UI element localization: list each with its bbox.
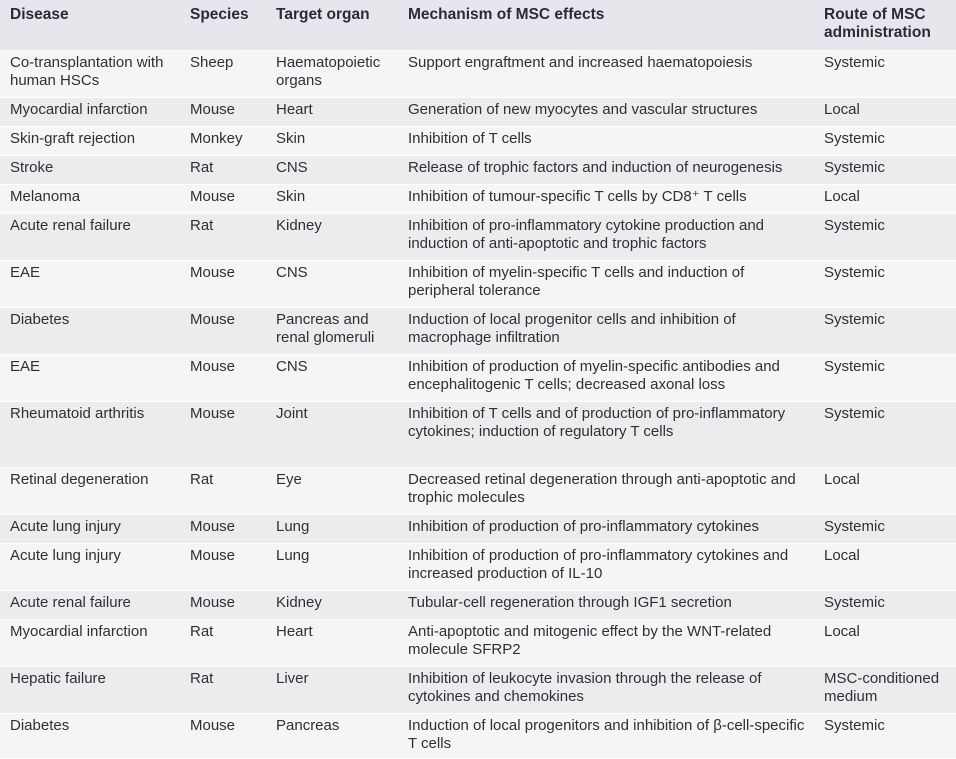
header-mechanism: Mechanism of MSC effects: [408, 6, 605, 23]
table-row: [0, 184, 956, 213]
cell-organ: CNS: [266, 354, 398, 401]
cell-disease: Acute lung injury: [0, 543, 180, 590]
table-row: [0, 155, 956, 184]
table-row: [0, 713, 956, 758]
cell-species: Sheep: [180, 50, 266, 97]
cell-mechanism: Anti-apoptotic and mitogenic effect by the WNT-related molecule SFRP2: [398, 619, 816, 666]
table-row: [0, 467, 956, 514]
cell-disease: Acute renal failure: [0, 590, 180, 619]
table-row: [0, 50, 956, 97]
header-disease: Disease: [10, 6, 69, 23]
cell-organ: Pancreas: [266, 713, 398, 758]
cell-disease: Myocardial infarction: [0, 97, 180, 126]
cell-species: Mouse: [180, 713, 266, 758]
cell-disease: Acute renal failure: [0, 213, 180, 260]
cell-species: Rat: [180, 467, 266, 514]
cell-route: Local: [816, 467, 956, 514]
table-header: [0, 0, 956, 50]
table-row: [0, 514, 956, 543]
cell-organ: Haematopoietic organs: [266, 50, 398, 97]
table-row: [0, 619, 956, 666]
cell-organ: Kidney: [266, 590, 398, 619]
table-row: [0, 260, 956, 307]
cell-disease: Skin-graft rejection: [0, 126, 180, 155]
cell-species: Mouse: [180, 354, 266, 401]
cell-mechanism: Inhibition of production of pro-inflammatory cytokines: [398, 514, 816, 543]
cell-mechanism: Tubular-cell regeneration through IGF1 secretion: [398, 590, 816, 619]
cell-organ: Heart: [266, 619, 398, 666]
cell-mechanism: Induction of local progenitors and inhibition of β-cell-specific T cells: [398, 713, 816, 758]
cell-mechanism: Inhibition of production of myelin-specific antibodies and encephalitogenic T cells; decreased axonal loss: [398, 354, 816, 401]
header-species: Species: [190, 6, 249, 23]
cell-species: Rat: [180, 619, 266, 666]
cell-route: Systemic: [816, 126, 956, 155]
cell-route: MSC-conditioned medium: [816, 666, 956, 713]
header-route: Route of MSC administration: [824, 6, 931, 41]
cell-organ: CNS: [266, 155, 398, 184]
cell-organ: Liver: [266, 666, 398, 713]
cell-route: Systemic: [816, 354, 956, 401]
cell-route: Systemic: [816, 514, 956, 543]
cell-disease: Diabetes: [0, 713, 180, 758]
cell-species: Mouse: [180, 543, 266, 590]
cell-disease: Myocardial infarction: [0, 619, 180, 666]
cell-disease: EAE: [0, 354, 180, 401]
cell-mechanism: Induction of local progenitor cells and inhibition of macrophage infiltration: [398, 307, 816, 354]
cell-route: Local: [816, 184, 956, 213]
cell-route: Local: [816, 543, 956, 590]
header-target-organ: Target organ: [276, 6, 370, 23]
cell-species: Mouse: [180, 184, 266, 213]
cell-route: Systemic: [816, 401, 956, 467]
cell-disease: Acute lung injury: [0, 514, 180, 543]
cell-species: Mouse: [180, 97, 266, 126]
cell-species: Mouse: [180, 401, 266, 467]
table-row: [0, 213, 956, 260]
cell-organ: Lung: [266, 543, 398, 590]
cell-organ: Skin: [266, 184, 398, 213]
cell-mechanism: Generation of new myocytes and vascular structures: [398, 97, 816, 126]
table-row: [0, 354, 956, 401]
cell-route: Systemic: [816, 50, 956, 97]
cell-organ: Skin: [266, 126, 398, 155]
cell-mechanism: Inhibition of T cells: [398, 126, 816, 155]
cell-species: Rat: [180, 213, 266, 260]
cell-disease: EAE: [0, 260, 180, 307]
cell-disease: Diabetes: [0, 307, 180, 354]
cell-species: Mouse: [180, 590, 266, 619]
cell-species: Monkey: [180, 126, 266, 155]
cell-organ: CNS: [266, 260, 398, 307]
cell-disease: Retinal degeneration: [0, 467, 180, 514]
table-body: [0, 50, 956, 758]
cell-species: Mouse: [180, 260, 266, 307]
table-row: [0, 126, 956, 155]
table-row: [0, 307, 956, 354]
cell-route: Systemic: [816, 260, 956, 307]
cell-mechanism: Release of trophic factors and induction of neurogenesis: [398, 155, 816, 184]
cell-mechanism: Support engraftment and increased haematopoiesis: [398, 50, 816, 97]
table-row: [0, 543, 956, 590]
cell-disease: Rheumatoid arthritis: [0, 401, 180, 467]
cell-mechanism: Inhibition of tumour-specific T cells by CD8⁺ T cells: [398, 184, 816, 213]
cell-species: Mouse: [180, 514, 266, 543]
cell-disease: Melanoma: [0, 184, 180, 213]
cell-mechanism: Inhibition of production of pro-inflammatory cytokines and increased production of IL-10: [398, 543, 816, 590]
cell-mechanism: Decreased retinal degeneration through anti-apoptotic and trophic molecules: [398, 467, 816, 514]
table-row: [0, 401, 956, 467]
cell-organ: Joint: [266, 401, 398, 467]
cell-route: Local: [816, 619, 956, 666]
cell-disease: Co-transplantation with human HSCs: [0, 50, 180, 97]
cell-organ: Pancreas and renal glomeruli: [266, 307, 398, 354]
cell-organ: Lung: [266, 514, 398, 543]
cell-route: Systemic: [816, 713, 956, 758]
header-row: [0, 0, 956, 50]
cell-mechanism: Inhibition of T cells and of production of pro-inflammatory cytokines; induction of regulatory T cells: [398, 401, 816, 467]
cell-mechanism: Inhibition of leukocyte invasion through the release of cytokines and chemokines: [398, 666, 816, 713]
cell-species: Rat: [180, 155, 266, 184]
cell-route: Systemic: [816, 213, 956, 260]
cell-species: Rat: [180, 666, 266, 713]
cell-route: Systemic: [816, 155, 956, 184]
table-row: [0, 666, 956, 713]
table-row: [0, 97, 956, 126]
cell-organ: Heart: [266, 97, 398, 126]
table-row: [0, 590, 956, 619]
cell-route: Local: [816, 97, 956, 126]
cell-organ: Kidney: [266, 213, 398, 260]
cell-species: Mouse: [180, 307, 266, 354]
cell-mechanism: Inhibition of myelin-specific T cells and induction of peripheral tolerance: [398, 260, 816, 307]
cell-route: Systemic: [816, 307, 956, 354]
cell-disease: Stroke: [0, 155, 180, 184]
cell-mechanism: Inhibition of pro-inflammatory cytokine production and induction of anti-apoptotic and trophic factors: [398, 213, 816, 260]
cell-route: Systemic: [816, 590, 956, 619]
cell-organ: Eye: [266, 467, 398, 514]
cell-disease: Hepatic failure: [0, 666, 180, 713]
